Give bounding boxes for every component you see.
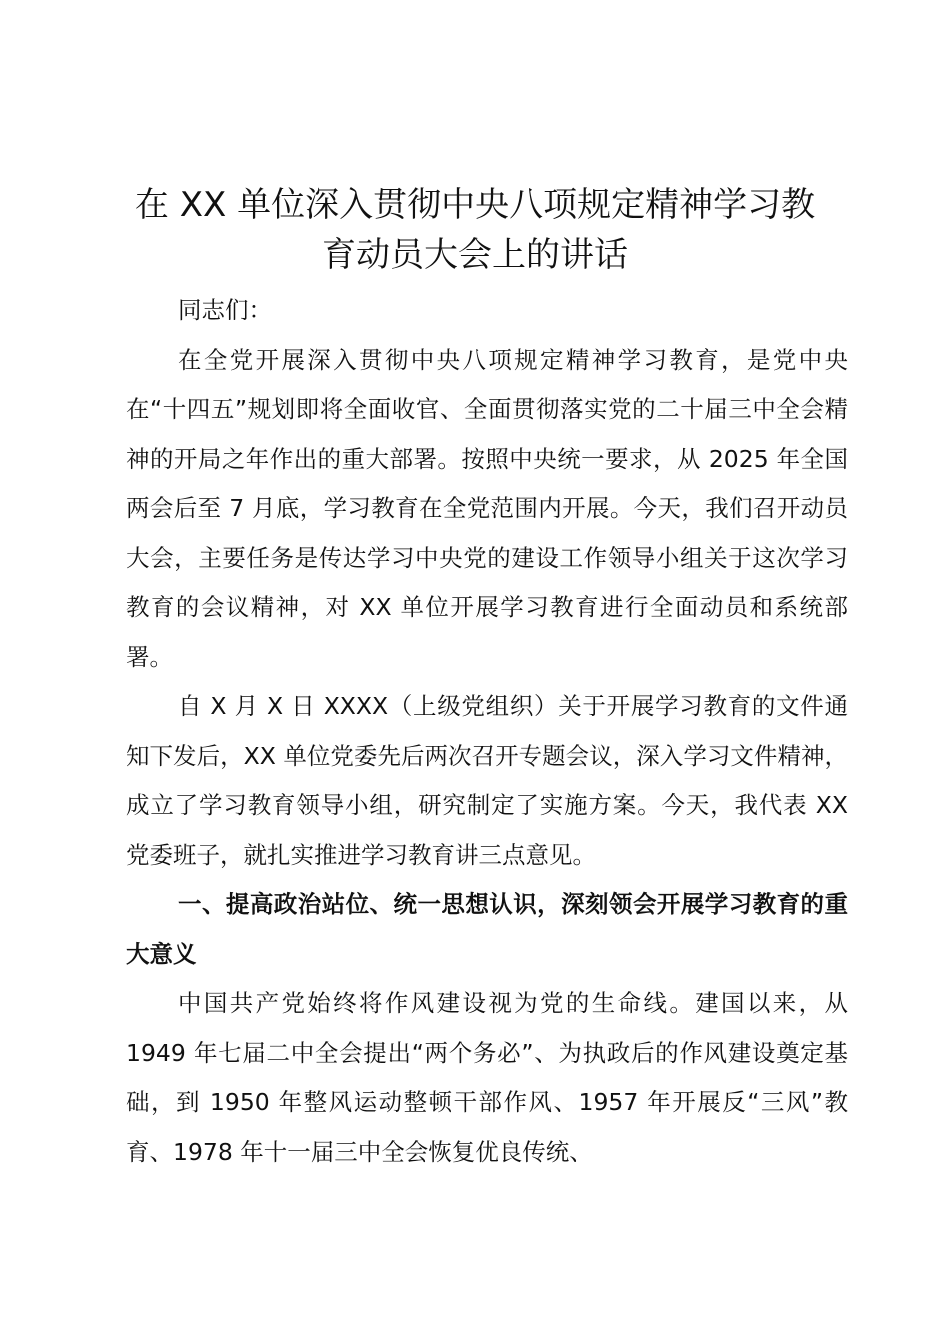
document-title-line-2: 育动员大会上的讲话 (322, 235, 628, 275)
document-title (112, 180, 838, 280)
salutation: 同志们： (178, 296, 272, 324)
section-heading: 一、提高政治站位、统一思想认识，深刻领会开展学习教育的重大意义 (126, 890, 848, 968)
body-paragraph: 在全党开展深入贯彻中央八项规定精神学习教育，是党中央在“十四五”规划即将全面收官、全面贯彻落实党的二十届三中全会精神的开局之年作出的重大部署。按照中央统一要求，从 2025 年全国两会后至 7 月底，学习教育在全党范围内开展。今天，我们召开动员大会，主要任务是传达学习中央党的建设工作领导小组关于这次学习教育的会议精神，对 XX 单位开展学习教育进行全面动员和系统部署。 (126, 345, 848, 671)
section-paragraph: 中国共产党始终将作风建设视为党的生命线。建国以来，从 1949 年七届二中全会提出“两个务必”、为执政后的作风建设奠定基础，到 1950 年整风运动整顿干部作风、1957 年开展反“三风”教育、1978 年十一届三中全会恢复优良传统、 (126, 989, 848, 1166)
document-body (126, 286, 848, 1177)
document-title-line-1: 在 XX 单位深入贯彻中央八项规定精神学习教 (134, 185, 816, 225)
body-paragraph: 自 X 月 X 日 XXXX（上级党组织）关于开展学习教育的文件通知下发后，XX 单位党委先后两次召开专题会议，深入学习文件精神，成立了学习教育领导小组，研究制定了实施方案。今天，我代表 XX 党委班子，就扎实推进学习教育讲三点意见。 (126, 692, 848, 869)
